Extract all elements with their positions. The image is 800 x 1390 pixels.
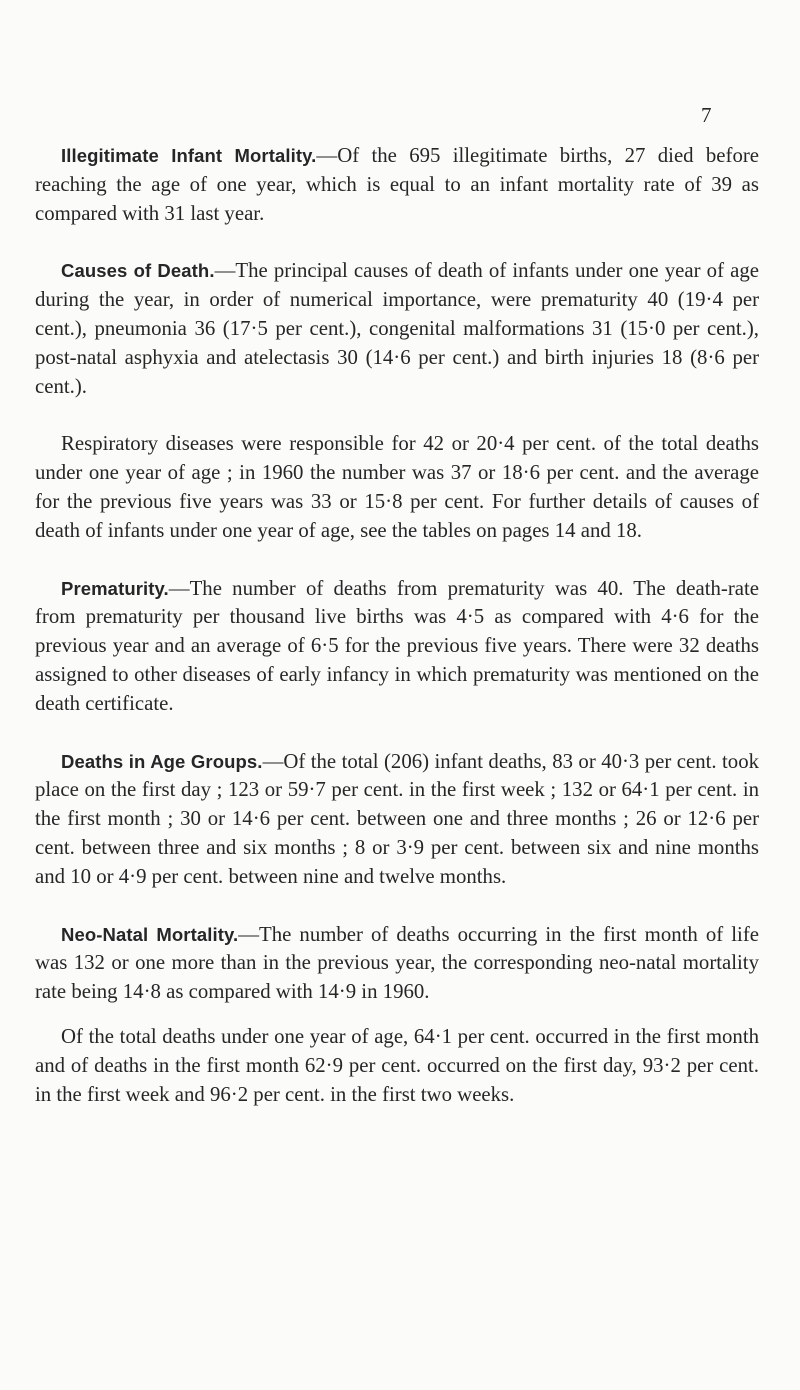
- section-text-total-deaths: Of the total deaths under one year of age, 64·1 per cent. occurred in the first month and of deaths in the first month 62·9 per cent. occurred on the first day, 93·2 per cent. in the first week and 96·2 per cent. in the first two weeks.: [35, 1024, 759, 1106]
- section-heading-age-groups: Deaths in Age Groups.: [61, 750, 263, 772]
- section-text-illegitimate: —Of the 695 illegitimate births, 27 died before reaching the age of one year, which is equal to an infant mortality rate of 39 as compared with 31 last year.: [35, 144, 760, 225]
- section-text-prematurity: —The number of deaths from prematurity was 40. The death-rate from prematurity per thousand live births was 4·5 as compared with 4·6 for the previous year and an average of 6·5 for the previous five years. There were 32 deaths assigned to other diseases of early infancy in which prematurity was mentioned on the death certificate.: [35, 576, 759, 715]
- section-text-respiratory: Respiratory diseases were responsible for 42 or 20·4 per cent. of the total deaths under one year of age ; in 1960 the number was 37 or 18·6 per cent. and the average for the previous five years was 33 or 15·8 per cent. For further details of causes of death of infants under one year of age, see the tables on pages 14 and 18.: [35, 432, 759, 542]
- page-number: 7: [701, 103, 712, 127]
- section-text-neonatal: —The number of deaths occurring in the first month of life was 132 or one more than in the previous year, the corresponding neo-natal mortality rate being 14·8 as compared with 14·9 in 1960.: [35, 922, 759, 1004]
- paragraph-prematurity: [35, 575, 759, 719]
- section-heading-illegitimate: Illegitimate Infant Mortality.: [61, 145, 317, 166]
- paragraph-causes-of-death: [35, 257, 759, 401]
- paragraph-deaths-in-age-groups: [35, 748, 759, 892]
- paragraph-respiratory-diseases: [35, 430, 759, 545]
- section-text-causes: —The principal causes of death of infants under one year of age during the year, in order of numerical importance, were prematurity 40 (19·4 per cent.), pneumonia 36 (17·5 per cent.), congenital malformations 31 (15·0 per cent.), post-natal asphyxia and atelectasis 30 (14·6 per cent.) and birth injuries 18 (8·6 per cent.).: [35, 259, 759, 398]
- section-text-age-groups: —Of the total (206) infant deaths, 83 or 40·3 per cent. took place on the first day ; 123 or 59·7 per cent. in the first week ; 132 or 64·1 per cent. in the first month ; 30 or 14·6 per cent. between one and three months ; 26 or 12·6 per cent. between three and six months ; 8 or 3·9 per cent. between six and nine months and 10 or 4·9 per cent. between nine and twelve months.: [35, 749, 759, 888]
- paragraph-illegitimate-infant-mortality: [35, 142, 759, 228]
- paragraph-total-deaths: [35, 1023, 759, 1109]
- section-heading-neonatal: Neo-Natal Mortality.: [61, 923, 239, 945]
- section-heading-causes: Causes of Death.: [61, 260, 215, 282]
- paragraph-neo-natal-mortality: [35, 921, 759, 1007]
- section-heading-prematurity: Prematurity.: [61, 577, 169, 599]
- page-body: [35, 142, 759, 1138]
